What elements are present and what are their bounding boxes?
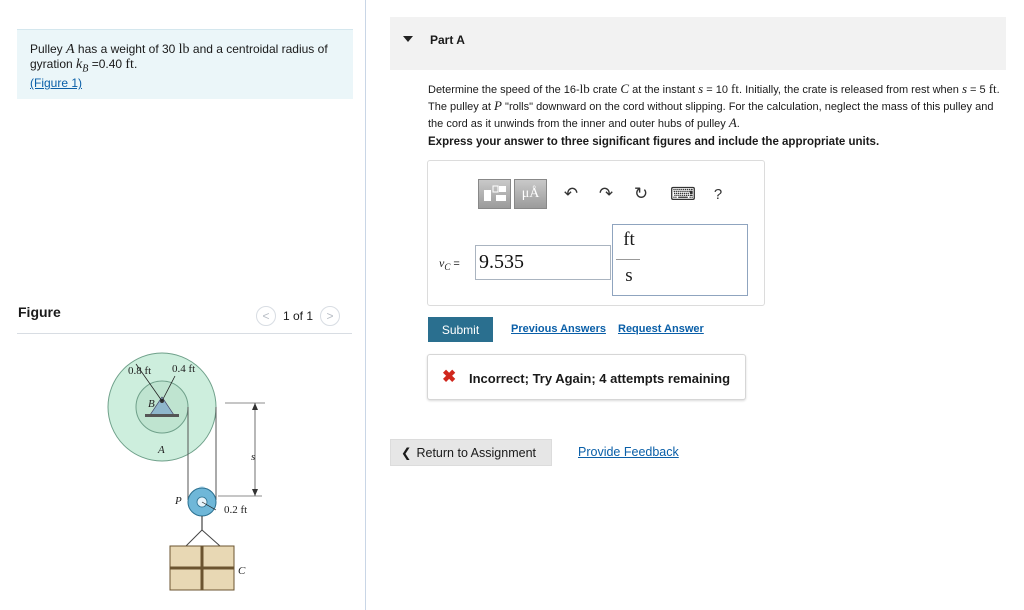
q-var-s2: s (961, 81, 967, 96)
undo-icon[interactable]: ↶ (563, 184, 579, 203)
q-text-3: at the instant (629, 84, 699, 96)
q-text-1: Determine the speed of the 16- (428, 84, 580, 96)
question-text (428, 81, 1004, 132)
q-var-crate: C (620, 81, 630, 96)
dimension-s-label: s (251, 451, 256, 463)
templates-button[interactable] (478, 179, 511, 209)
gyration-subscript: B (82, 63, 89, 75)
reset-icon[interactable]: ↻ (633, 184, 649, 203)
templates-icon (483, 184, 507, 204)
previous-answers-link[interactable]: Previous Answers (511, 323, 606, 335)
problem-text-mid: has a weight of 30 (74, 42, 179, 56)
answer-instruction: Express your answer to three significant figures and include the appropriate units. (428, 136, 880, 148)
answer-equals: = (450, 258, 460, 270)
hanger-right (202, 530, 220, 546)
weight-unit: lb (178, 42, 190, 57)
left-panel (0, 0, 366, 610)
pulley-p-label: P (175, 495, 182, 507)
gyration-equals: =0.40 (88, 57, 126, 71)
problem-text-pre: Pulley (30, 42, 67, 56)
request-answer-link[interactable]: Request Answer (618, 323, 704, 335)
return-label: Return to Assignment (416, 445, 536, 460)
unit-numerator[interactable]: ft (623, 229, 635, 250)
gyration-symbol: k (76, 57, 83, 72)
return-to-assignment-button[interactable] (390, 439, 552, 466)
small-radius-label: 0.2 ft (224, 504, 248, 516)
unit-denominator[interactable]: s (625, 265, 633, 286)
inner-radius-label: 0.4 ft (172, 363, 196, 375)
hanger-left (186, 530, 202, 546)
answer-var-subscript: C (444, 262, 451, 273)
mu-angstrom-icon: μÅ (521, 186, 540, 201)
dimension-arrow-bottom (252, 489, 258, 496)
pulley-a-label: A (158, 444, 165, 456)
q-var-a: A (728, 115, 737, 130)
part-a-header[interactable] (390, 17, 1006, 70)
q-text-7: . The pulley at (428, 84, 1000, 113)
figure-link[interactable]: (Figure 1) (30, 76, 83, 91)
support-base (145, 414, 179, 417)
answer-value-input[interactable] (475, 245, 611, 280)
previous-figure-button[interactable]: < (256, 306, 276, 326)
collapse-caret-icon[interactable] (403, 36, 413, 42)
q-text-4: = 10 (703, 84, 732, 96)
q-unit-3: ft (988, 81, 997, 96)
q-text-9: . (736, 118, 740, 130)
units-input[interactable] (612, 224, 748, 296)
q-text-6: = 5 (967, 84, 989, 96)
q-unit-1: lb (579, 81, 590, 96)
crate-c-label: C (238, 565, 246, 577)
problem-statement (17, 29, 353, 99)
chevron-left-icon: ❮ (401, 446, 412, 460)
incorrect-x-icon: ✖ (442, 367, 457, 386)
part-title: Part A (430, 33, 465, 47)
q-var-p: P (494, 98, 502, 113)
outer-radius-label: 0.8 ft (128, 365, 152, 377)
figure-heading: Figure (18, 304, 61, 320)
problem-text-post: and a centroidal radius of gyration (30, 42, 328, 71)
provide-feedback-link[interactable]: Provide Feedback (578, 445, 679, 459)
units-symbol-button[interactable] (514, 179, 547, 209)
feedback-text: Incorrect; Try Again; 4 attempts remaining (469, 371, 731, 386)
problem-text-end: . (133, 57, 138, 71)
feedback-message (427, 354, 746, 400)
answer-var-symbol: v (439, 256, 445, 270)
gyration-unit: ft (125, 57, 134, 72)
q-text-5: . Initially, the crate is released from rest when (738, 84, 962, 96)
figure-pager (256, 306, 340, 326)
keyboard-icon[interactable]: ⌨ (670, 183, 696, 204)
dimension-arrow-top (252, 403, 258, 410)
answer-variable-label (439, 256, 460, 272)
q-text-2: crate (589, 84, 621, 96)
help-icon[interactable]: ? (713, 185, 723, 203)
redo-icon[interactable]: ↷ (598, 184, 614, 203)
pulley-diagram (100, 350, 300, 600)
math-toolbar (478, 179, 729, 209)
figure-page-count: 1 of 1 (283, 309, 314, 323)
q-var-s1: s (698, 81, 704, 96)
answer-panel (427, 160, 765, 306)
submit-button[interactable]: Submit (428, 317, 493, 342)
pulley-variable: A (66, 42, 75, 57)
next-figure-button[interactable]: > (320, 306, 340, 326)
center-b-label: B (148, 398, 155, 410)
q-unit-2: ft (731, 81, 739, 96)
figure-divider (17, 333, 352, 334)
q-text-8: "rolls" downward on the cord without slipping. For the calculation, neglect the mass of this pulley and the cord as it unwinds from the inner and outer hubs of pulley (428, 101, 994, 130)
unit-fraction-bar (616, 259, 640, 260)
